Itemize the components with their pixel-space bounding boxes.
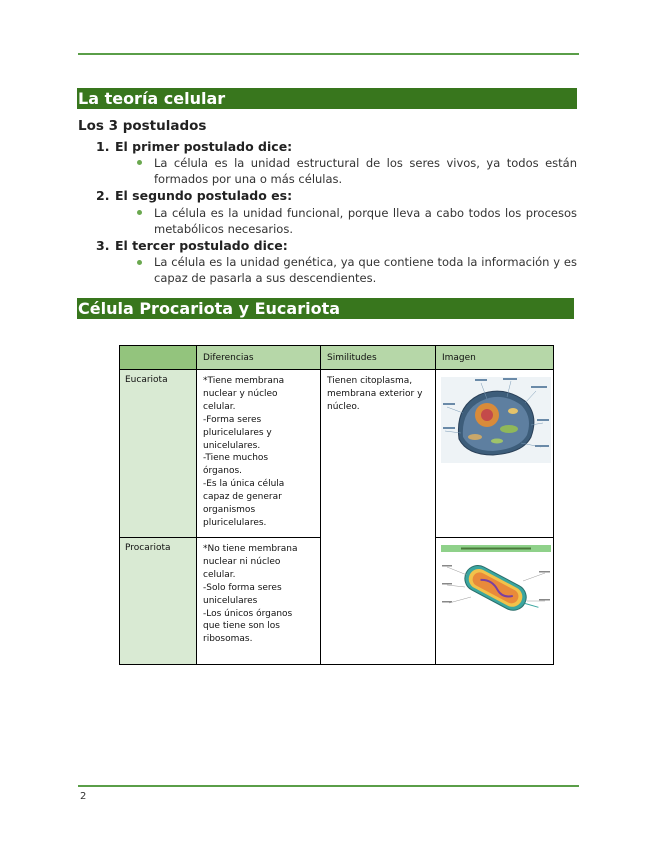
bullet-dot — [137, 260, 142, 265]
postulate-3-title: 3. El tercer postulado dice: — [96, 238, 288, 253]
postulate-2-text: La célula es la unidad funcional, porque lleva a cabo todos los procesos metabólicos necesarios. — [154, 206, 577, 236]
postulate-3-text: La célula es la unidad genética, ya que contiene toda la información y es capaz de pasarla a sus descendientes. — [154, 255, 577, 285]
eukaryotic-cell-illustration — [441, 377, 551, 463]
postulate-1-text: La célula es la unidad estructural de los seres vivos, ya todos están formados por una o más células. — [154, 156, 577, 186]
prokaryotic-cell-image — [436, 538, 554, 665]
header-cell-diferencias: Diferencias — [197, 346, 321, 370]
procariota-differences: *No tiene membrana nuclear ni núcleo celular. -Solo forma seres unicelulares -Los únicos órganos que tiene son los ribosomas. — [197, 538, 321, 665]
top-rule — [78, 53, 579, 55]
header-cell-similitudes: Similitudes — [321, 346, 436, 370]
postulate-2-title: 2. El segundo postulado es: — [96, 188, 293, 203]
bullet-dot — [137, 210, 142, 215]
eukaryotic-cell-image — [436, 370, 554, 538]
postulates-subtitle: Los 3 postulados — [78, 118, 207, 134]
section-heading-teoria-celular: La teoría celular — [77, 88, 577, 109]
section-heading-procariota-eucariota: Célula Procariota y Eucariota — [77, 298, 574, 319]
postulate-1-title: 1. El primer postulado dice: — [96, 139, 293, 154]
eucariota-differences: *Tiene membrana nuclear y núcleo celular. -Forma seres pluricelulares y unicelulares. -Tiene muchos órganos. -Es la única célula capaz de generar organismos pluricelulares. — [197, 370, 321, 538]
bottom-rule — [78, 785, 579, 787]
prokaryotic-cell-illustration — [441, 545, 551, 621]
similarities-cell: Tienen citoplasma, membrana exterior y núcleo. — [321, 370, 436, 665]
row-label-procariota: Procariota — [120, 538, 197, 665]
row-label-eucariota: Eucariota — [120, 370, 197, 538]
table-row — [120, 370, 554, 538]
page-number: 2 — [80, 791, 87, 802]
header-cell-imagen: Imagen — [436, 346, 554, 370]
bullet-dot — [137, 160, 142, 165]
header-cell-empty — [120, 346, 197, 370]
table-header-row — [120, 346, 554, 370]
cell-comparison-table — [119, 345, 554, 665]
